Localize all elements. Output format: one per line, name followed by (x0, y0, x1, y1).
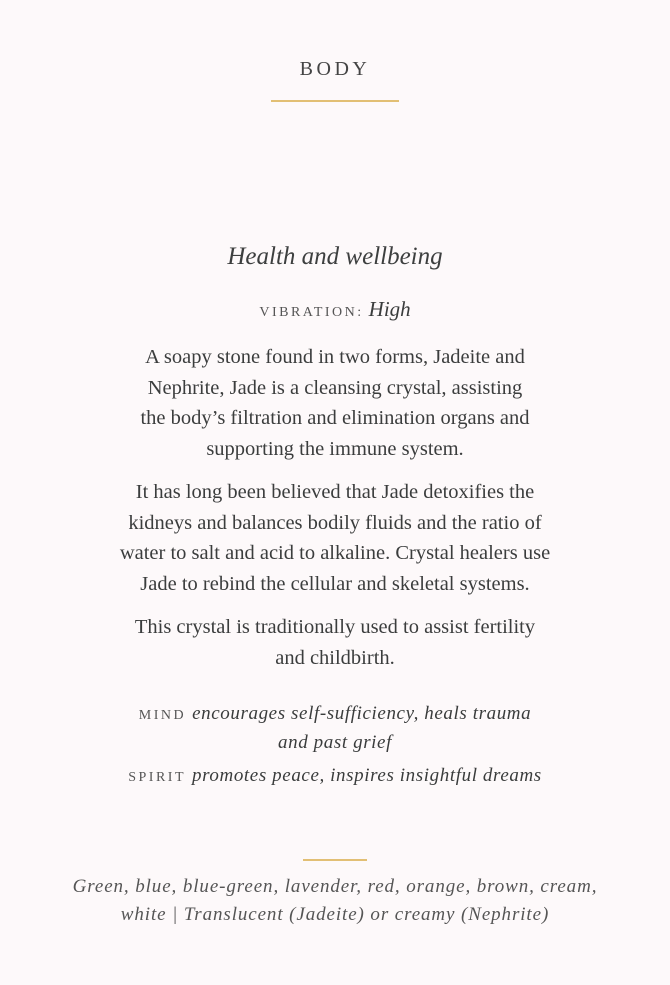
mind-text: encourages self-sufficiency, heals trauma (192, 703, 532, 724)
vibration-line (0, 297, 670, 322)
subtitle: Health and wellbeing (227, 243, 443, 270)
text-line: the body’s filtration and elimination organs and (140, 407, 530, 429)
paragraph-2 (70, 477, 600, 599)
mind-text-cont: and past grief (278, 732, 392, 753)
title-divider (271, 100, 399, 102)
colors-line: Green, blue, blue-green, lavender, red, orange, brown, cream, (72, 876, 598, 897)
aspects (60, 700, 610, 797)
paragraph-3 (70, 612, 600, 673)
text-line: It has long been believed that Jade detoxifies the (135, 481, 535, 503)
colors-footer (20, 873, 650, 929)
text-line: supporting the immune system. (206, 437, 464, 460)
text-line: Jade to rebind the cellular and skeletal systems. (140, 572, 530, 595)
spirit-label: SPIRIT (128, 770, 187, 785)
colors-line: white | Translucent (Jadeite) or creamy (Nephrite) (120, 904, 550, 925)
spirit-text: promotes peace, inspires insightful dreams (192, 765, 542, 786)
vibration-label: VIBRATION: (259, 305, 364, 320)
spirit-aspect (60, 762, 610, 791)
paragraph-1 (70, 342, 600, 464)
text-line: water to salt and acid to alkaline. Crystal healers use (119, 542, 551, 564)
vibration-value: High (368, 297, 411, 321)
text-line: kidneys and balances bodily fluids and the ratio of (128, 511, 542, 534)
text-line: Nephrite, Jade is a cleansing crystal, assisting (147, 376, 523, 399)
footer-divider (303, 859, 367, 861)
text-line: A soapy stone found in two forms, Jadeite and (145, 346, 525, 368)
text-line: and childbirth. (275, 646, 395, 669)
mind-aspect (60, 700, 610, 756)
text-line: This crystal is traditionally used to assist fertility (134, 616, 536, 638)
body-text (70, 342, 600, 686)
mind-label: MIND (138, 708, 187, 723)
section-title: BODY (299, 58, 371, 80)
